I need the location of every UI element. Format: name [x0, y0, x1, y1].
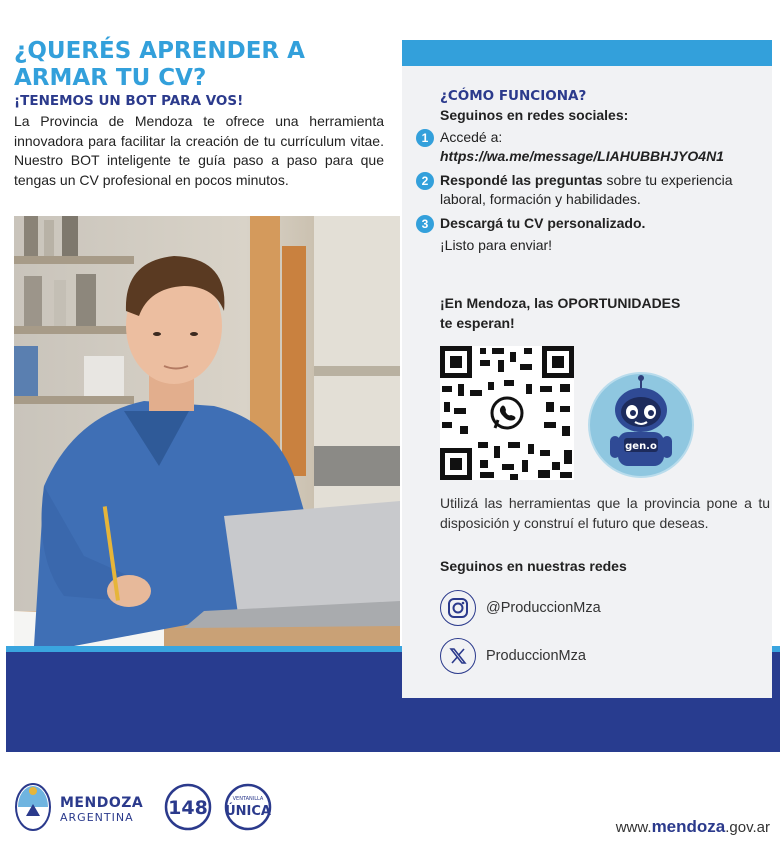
opportunities-line-2: te esperan!: [440, 315, 515, 331]
brand-line-2: ARGENTINA: [60, 811, 134, 824]
follow-networks-heading: Seguinos en nuestras redes: [440, 558, 627, 574]
x-logo-icon: [440, 638, 476, 674]
mendoza-brand: [60, 795, 143, 824]
page-title: [14, 38, 374, 92]
ready-text: ¡Listo para enviar!: [440, 237, 553, 253]
subtitle: ¡TENEMOS UN BOT PARA VOS!: [14, 93, 244, 109]
x-link[interactable]: [440, 638, 586, 674]
site-prefix: www.: [615, 819, 652, 836]
title-line-2: ARMAR TU CV?: [14, 65, 207, 91]
opportunities-line-1: ¡En Mendoza, las OPORTUNIDADES: [440, 295, 681, 311]
x-handle: ProduccionMza: [486, 648, 586, 664]
step-3-bold: Descargá tu CV personalizado.: [440, 215, 646, 231]
how-title: ¿CÓMO FUNCIONA?: [440, 88, 587, 104]
site-main: mendoza: [651, 817, 726, 836]
mendoza-shield-icon: [14, 782, 52, 837]
card-header-strip: [402, 40, 772, 66]
step-2: [421, 171, 755, 209]
intro-paragraph: La Provincia de Mendoza te ofrece una herramienta innovadora para facilitar la creación de tu currículum vitae. Nuestro BOT inteligente te guía paso a paso para que tengas un CV profesional en pocos minutos.: [14, 113, 384, 188]
site-suffix: .gov.ar: [725, 819, 770, 836]
badge-148: [162, 782, 214, 837]
brand-line-1: MENDOZA: [60, 795, 144, 811]
badge-148-text: 148: [168, 797, 208, 819]
number-three-icon: 3: [416, 215, 434, 233]
website-link[interactable]: [616, 817, 770, 837]
instagram-icon: [440, 590, 476, 626]
follow-social-heading: Seguinos en redes sociales:: [440, 107, 629, 123]
number-one-icon: 1: [416, 129, 434, 147]
title-line-1: ¿QUERÉS APRENDER A: [14, 38, 305, 64]
badge-small-text: VENTANILLA: [232, 796, 264, 802]
man-laptop-photo: [14, 216, 400, 646]
opportunities-heading: [440, 293, 740, 333]
robot-icon: [588, 372, 694, 478]
instagram-link[interactable]: [440, 590, 601, 626]
step-2-bold: Respondé las preguntas: [440, 172, 603, 188]
step-1-text: Accedé a:: [440, 129, 503, 145]
qr-code[interactable]: [440, 346, 574, 480]
whatsapp-icon: [487, 393, 527, 433]
whatsapp-link[interactable]: https://wa.me/message/LIAHUBBHJYO4N1: [440, 148, 724, 164]
step-2-rest: sobre tu experiencia laboral, formación y habilidades.: [440, 172, 733, 207]
badge-ventanilla-unica: [222, 782, 274, 837]
closing-paragraph: Utilizá las herramientas que la provincia pone a tu disposición y construí el futuro que deseas.: [440, 495, 770, 531]
bot-label: gen.o: [625, 441, 657, 452]
how-it-works: [421, 88, 755, 253]
number-two-icon: 2: [416, 172, 434, 190]
step-1: [421, 128, 755, 166]
step-3: [421, 214, 755, 233]
badge-big-text: ÚNICA: [225, 804, 271, 819]
instagram-handle: @ProduccionMza: [486, 600, 601, 616]
